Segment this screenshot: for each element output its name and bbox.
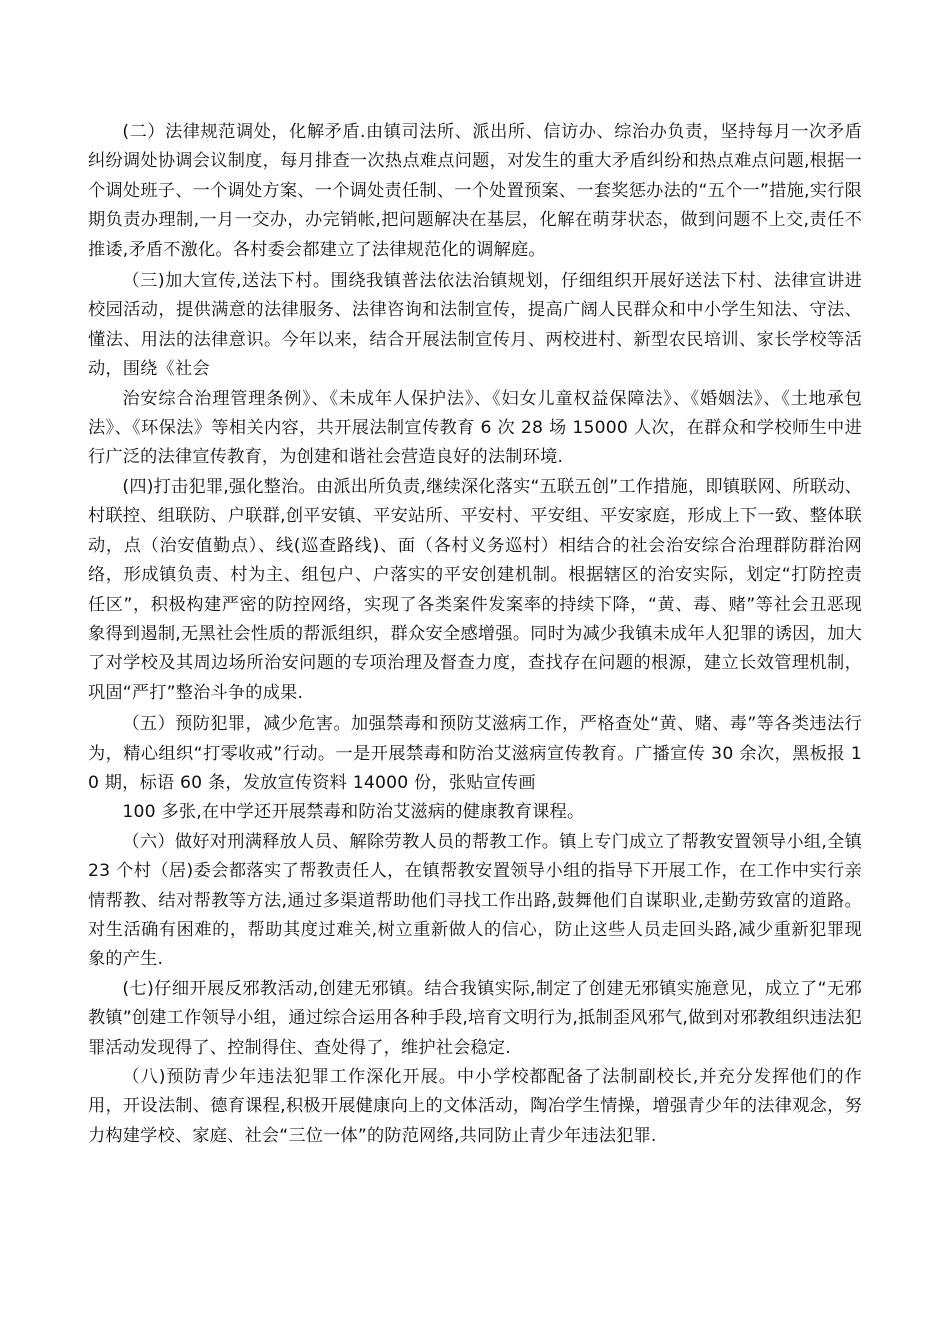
paragraph-crime-prevention-continued: 100 多张,在中学还开展禁毒和防治艾滋病的健康教育课程。 xyxy=(122,802,585,823)
paragraph-youth-prevention: （八)预防青少年违法犯罪工作深化开展。中小学校都配备了法制副校长,并充分发挥他们的作用，开设法制、德育课程,积极开展健康向上的文体活动，陶冶学生情操，增强青少年的法律观念，努力构建学校、家庭、社会“三位一体”的防范网络,共同防止青少年违法犯罪. xyxy=(88,1067,862,1146)
paragraph-legal-mediation: (二）法律规范调处，化解矛盾.由镇司法所、派出所、信访办、综治办负责，坚持每月一次矛盾纠纷调处协调会议制度，每月排查一次热点难点问题，对发生的重大矛盾纠纷和热点难点问题,根据一个调处班子、一个调处方案、一个调处责任制、一个处置预案、一套奖惩办法的“五个一”措施,实行限期负责办理制,一月一交办，办完销帐,把问题解决在基层，化解在萌芽状态，做到问题不上交,责任不推诿,矛盾不激化。各村委会都建立了法律规范化的调解庭。 xyxy=(88,122,862,260)
paragraph-anti-cult: (七)仔细开展反邪教活动,创建无邪镇。结合我镇实际,制定了创建无邪镇实施意见，成立了“无邪教镇”创建工作领导小组，通过综合运用各种手段,培育文明行为,抵制歪风邪气,做到对邪教组织违法犯罪活动发现得了、控制得住、查处得了，维护社会稳定. xyxy=(88,978,862,1058)
paragraph-rehabilitation: （六）做好对刑满释放人员、解除劳教人员的帮教工作。镇上专门成立了帮教安置领导小组,全镇 23 个村（居)委会都落实了帮教责任人，在镇帮教安置领导小组的指导下开展工作，在工作中实行亲情帮教、结对帮教等方法,通过多渠道帮助他们寻找工作出路,鼓舞他们自谋职业,走勤劳致富的道路。对生活确有困难的，帮助其度过难关,树立重新做人的信心，防止这些人员走回头路,减少重新犯罪现象的产生. xyxy=(88,831,862,970)
paragraph-legal-publicity-continued: 治安综合治理管理条例》、《未成年人保护法》、《妇女儿童权益保障法》、《婚姻法》、《土地承包法》、《环保法》等相关内容，共开展法制宣传教育 6 次 28 场 15000 人次，在群众和学校师生中进行广泛的法律宣传教育，为创建和谐社会营造良好的法制环境. xyxy=(88,388,862,468)
paragraph-legal-publicity: （三)加大宣传,送法下村。围绕我镇普法依法治镇规划，仔细组织开展好送法下村、法律宣讲进校园活动，提供满意的法律服务、法律咨询和法制宣传，提高广阔人民群众和中小学生知法、守法、懂法、用法的法律意识。今年以来，结合开展法制宣传月、两校进村、新型农民培训、家长学校等活动，围绕《社会 xyxy=(88,271,862,380)
paragraph-crime-prevention: （五）预防犯罪，减少危害。加强禁毒和预防艾滋病工作，严格查处“黄、赌、毒”等各类违法行为，精心组织“打零收戒”行动。一是开展禁毒和防治艾滋病宣传教育。广播宣传 30 余次，黑板报 10 期，标语 60 条，发放宣传资料 14000 份，张贴宣传画 xyxy=(88,714,862,793)
paragraph-crime-crackdown: (四)打击犯罪,强化整治。由派出所负责,继续深化落实“五联五创”工作措施，即镇联网、所联动、村联控、组联防、户联群,创平安镇、平安站所、平安村、平安组、平安家庭，形成上下一致、整体联动，点（治安值勤点）、线(巡查路线)、面（各村义务巡村）相结合的社会治安综合治理群防群治网络，形成镇负责、村为主、组包户、户落实的平安创建机制。根据辖区的治安实际，划定“打防控责任区”，积极构建严密的防控网络，实现了各类案件发案率的持续下降，“黄、毒、赌”等社会丑恶现象得到遏制,无黑社会性质的帮派组织，群众安全感增强。同时为减少我镇未成年人犯罪的诱因，加大了对学校及其周边场所治安问题的专项治理及督查力度，查找存在问题的根源，建立长效管理机制，巩固“严打”整治斗争的成果. xyxy=(88,476,862,703)
